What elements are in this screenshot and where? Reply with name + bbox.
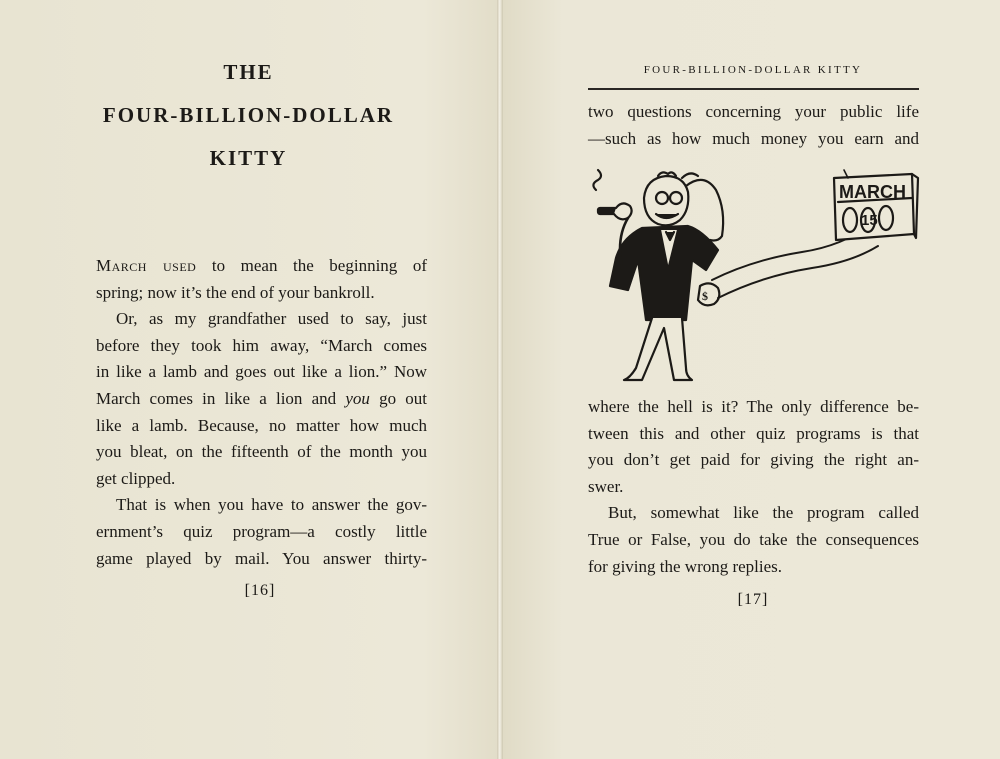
text-line: ernment’s quiz program—a costly little [96,521,427,541]
dollar-sign-icon: $ [702,289,708,303]
smoke-icon [593,170,601,190]
text-line: game played by mail. You answer thirty- [96,548,427,568]
text-line: you bleat, on the fifteenth of the month you [96,442,427,462]
right-body-text-top [588,99,919,152]
text-line: like a lamb. Because, no matter how much [96,415,427,435]
text-line: two questions concerning your public life [588,102,919,121]
text-line: —such as how much money you earn and [588,128,919,148]
left-body-text [96,253,427,572]
chapter-title-line-3: KITTY [209,146,288,170]
text-line: for giving the wrong replies. [588,556,783,576]
text-line: get clipped. [96,468,176,488]
italic-emphasis: you [345,388,370,408]
small-caps-opening: March used [96,256,197,275]
page-number-right: [17] [737,591,769,608]
text-line: March comes in like a lion and you go out [96,388,427,408]
text-line: March used to mean the beginning of [96,256,427,275]
text-line: in like a lamb and goes out like a lion.” Now [96,362,427,382]
text-line: spring; now it’s the end of your bankroll. [96,282,375,302]
text-line: tween this and other quiz programs is that [588,423,919,443]
text-line: That is when you have to answer the gov- [116,495,427,515]
chapter-title-line-2: FOUR-BILLION-DOLLAR [102,103,395,127]
left-page [0,0,497,759]
text-line: where the hell is it? The only difference be- [588,397,919,416]
text-line: Or, as my grandfather used to say, just [116,309,427,329]
chapter-title-line-1: THE [223,60,274,84]
text-line: But, somewhat like the program called [608,503,919,523]
header-rule [588,88,919,90]
running-head: FOUR-BILLION-DOLLAR KITTY [643,64,863,76]
page-number-left: [16] [244,582,276,599]
calendar-month-label: MARCH [839,182,906,202]
calendar-icon [834,170,918,240]
right-body-text-bottom [588,394,919,580]
text-line: swer. [588,476,624,496]
text-line: True or False, you do take the consequences [588,529,919,549]
cartoon-illustration [582,168,922,390]
text-line: before they took him away, “March comes [96,335,427,355]
text-line: you don’t get paid for giving the right an- [588,450,919,470]
calendar-date-label: 15 [861,212,878,229]
